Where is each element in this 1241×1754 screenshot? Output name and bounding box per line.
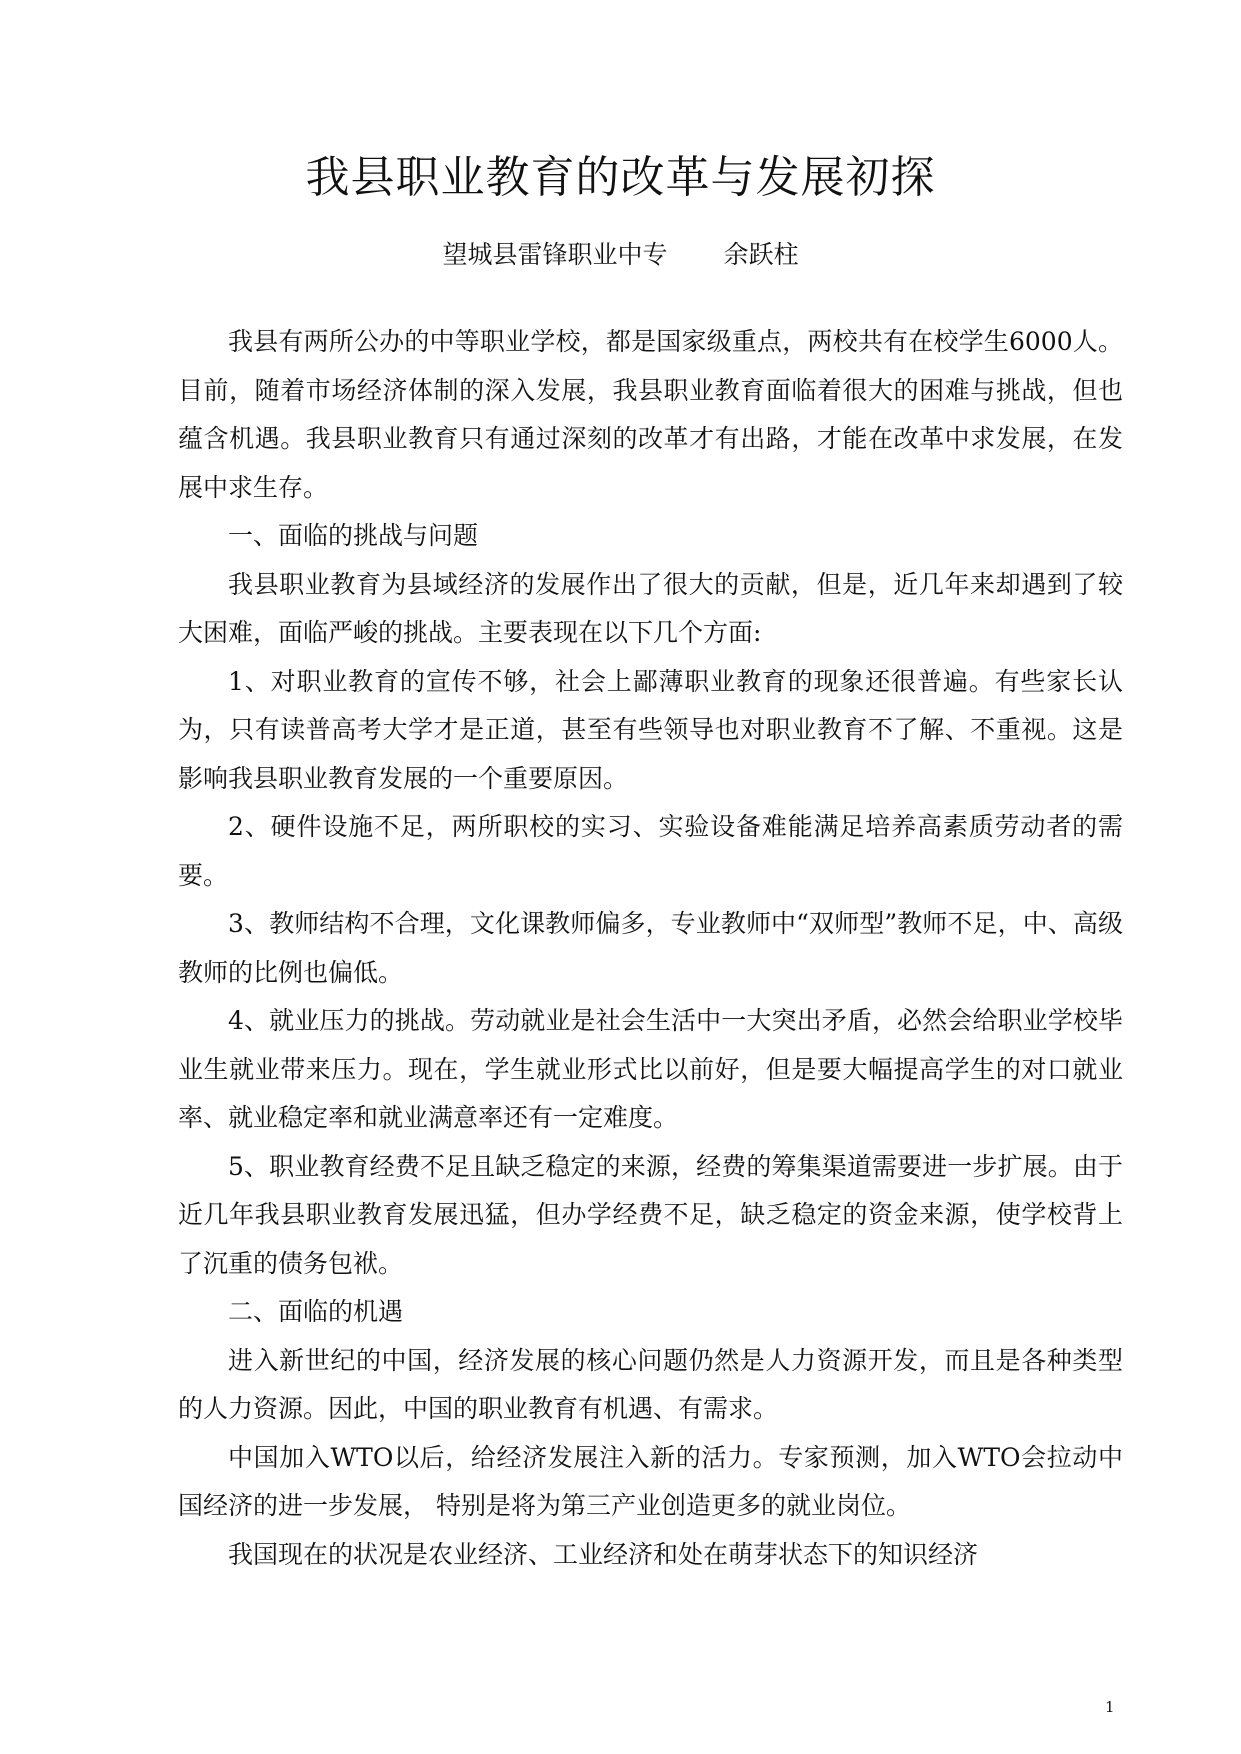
paragraph: 3、教师结构不合理，文化课教师偏多，专业教师中“双师型”教师不足，中、高级教师的比例也偏低。 [178,909,1123,987]
paragraph: 2、硬件设施不足，两所职校的实习、实验设备难能满足培养高素质劳动者的需要。 [178,812,1123,890]
paragraph: 中国加入WTO以后，给经济发展注入新的活力。专家预测，加入WTO会拉动中国经济的进一步发展， 特别是将为第三产业创造更多的就业岗位。 [178,1442,1123,1520]
page-number: 1 [1105,1698,1115,1716]
document-body [178,318,1123,1579]
paragraph: 我县职业教育为县域经济的发展作出了很大的贡献，但是，近几年来却遇到了较大困难，面临严峻的挑战。主要表现在以下几个方面: [178,569,1123,647]
paragraph: 我县有两所公办的中等职业学校，都是国家级重点，两校共有在校学生6000人。目前，随着市场经济体制的深入发展，我县职业教育面临着很大的困难与挑战，但也蕴含机遇。我县职业教育只有通过深刻的改革才有出路，才能在改革中求发展，在发展中求生存。 [178,327,1123,502]
author-name: 余跃柱 [723,240,799,269]
paragraph: 1、对职业教育的宣传不够，社会上鄙薄职业教育的现象还很普遍。有些家长认为，只有读普高考大学才是正道，甚至有些领导也对职业教育不了解、不重视。这是影响我县职业教育发展的一个重要原因。 [178,666,1123,793]
paragraph: 5、职业教育经费不足且缺乏稳定的来源，经费的筹集渠道需要进一步扩展。由于近几年我县职业教育发展迅猛，但办学经费不足，缺乏稳定的资金来源，使学校背上了沉重的债务包袱。 [178,1151,1123,1278]
section-heading: 一、面临的挑战与问题 [228,521,479,550]
author-line [0,237,1241,273]
paragraph: 我国现在的状况是农业经济、工业经济和处在萌芽状态下的知识经济 [228,1539,979,1569]
author-affiliation: 望城县雷锋职业中专 [442,240,668,269]
section-heading: 二、面临的机遇 [228,1297,404,1326]
document-title: 我县职业教育的改革与发展初探 [305,152,936,203]
paragraph: 进入新世纪的中国，经济发展的核心问题仍然是人力资源开发，而且是各种类型的人力资源。因此，中国的职业教育有机遇、有需求。 [178,1345,1123,1423]
paragraph: 4、就业压力的挑战。劳动就业是社会生活中一大突出矛盾，必然会给职业学校毕业生就业带来压力。现在，学生就业形式比以前好，但是要大幅提高学生的对口就业率、就业稳定率和就业满意率还有一定难度。 [178,1006,1123,1132]
